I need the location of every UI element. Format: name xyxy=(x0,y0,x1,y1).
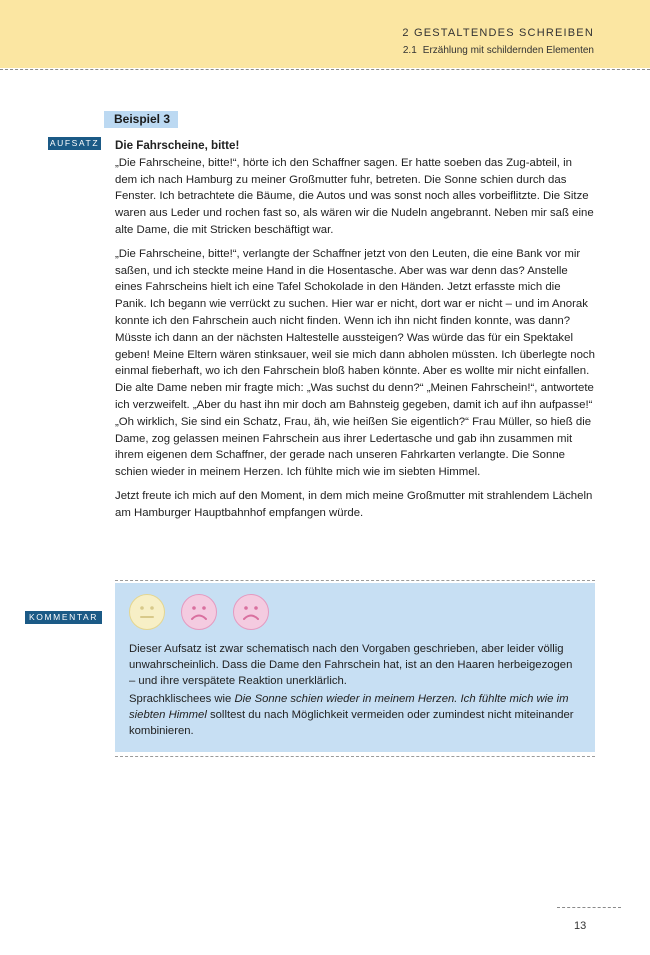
kommentar-tag: KOMMENTAR xyxy=(25,611,102,624)
comment-paragraph xyxy=(129,691,579,739)
header-divider xyxy=(0,69,650,70)
section-number: 2.1 xyxy=(402,45,417,56)
comment-text-suffix: solltest du nach Möglichkeit vermeiden oder zumindest nicht miteinander kombinieren. xyxy=(129,709,574,737)
essay-title: Die Fahrscheine, bitte! xyxy=(115,139,240,152)
section-name: Erzählung mit schildernden Elementen xyxy=(422,45,594,56)
essay-paragraph: „Die Fahrscheine, bitte!“, verlangte der Schaffner jetzt von den Leuten, die eine Bank vor mir saßen, und ich steckte meine Hand in die Hosentasche. Aber was war denn das? Anstelle eines Fahrscheins hielt ich eine Tafel Schokolade in den Händen. Jetzt erfasste mich die Panik. Ich begann wie verrückt zu suchen. Hier war er nicht, dort war er nicht – und im Anorak konnte ich den Fahrschein auch nicht finden. Wenn ich ihn nicht finden konnte, was dann? Müsste ich dann an der nächsten Haltestelle aussteigen? Was würde das für ein Spektakel geben! Meine Eltern wären stinksauer, weil sie mich dann abholen müssten. Ich überlegte noch einmal fieberhaft, wo ich den Fahrschein bloß haben könnte. Aber es wollte mir nicht einfallen. Die alte Dame neben mir fragte mich: „Was suchst du denn?“ „Meinen Fahrschein!“, antwortete ich verzweifelt. „Aber du hast ihn mir doch am Bahnsteig gegeben, damit ich auf ihn aufpasse!“ „Oh wirklich, Sie sind ein Schatz, Frau, äh, wie heißen Sie eigentlich?“ Frau Müller, so hieß die Dame, zog gelassen meinen Fahrschein aus ihrer Ledertasche und gab ihn zusammen mit ihrem eigenen dem Schaffner, der gerade nach unseren Fahrkarten verlangte. Die Sonne schien wieder in meinem Herzen. Ich fühlte mich wie im siebten Himmel. xyxy=(115,247,595,479)
comment-text xyxy=(129,641,579,741)
essay-text xyxy=(115,138,595,529)
page-header xyxy=(0,0,650,68)
comment-paragraph: Dieser Aufsatz ist zwar schematisch nach den Vorgaben geschrieben, aber leider völlig unwahrscheinlich. Dass die Dame den Fahrschein hat, ist an den Haaren herbeigezogen – und ihre verspätete Reaktion unerklärlich. xyxy=(129,643,573,687)
comment-text-prefix: Sprachklischees wie xyxy=(129,693,235,705)
essay-paragraph: „Die Fahrscheine, bitte!“, hörte ich den Schaffner sagen. Er hatte soeben das Zug-abteil, in dem ich nach Hamburg zu meiner Großmutter fuhr, betreten. Die Sonne schien durch das Fenster. Ich betrachtete die Bäume, die Autos und was sonst noch alles vorbeiflitzte. Die Sitze waren aus Leder und rochen fast so, als wären wir die Nudeln angebrannt. Neben mir saß eine alte Dame, die mit Stricken beschäftigt war. xyxy=(115,156,594,236)
comment-box-top-divider xyxy=(115,580,595,581)
sad-face-icon xyxy=(181,594,217,630)
comment-box-bottom-divider xyxy=(115,756,595,757)
aufsatz-tag: AUFSATZ xyxy=(49,138,100,148)
neutral-face-icon xyxy=(129,594,165,630)
footer-divider xyxy=(557,907,621,908)
essay-paragraph: Jetzt freute ich mich auf den Moment, in dem mich meine Großmutter mit strahlendem Lächeln am Hamburger Hauptbahnhof empfangen würde. xyxy=(115,489,593,519)
comment-quote: Die Sonne schien wieder in meinem Herzen. Ich fühlte mich wie im siebten Himmel xyxy=(129,693,569,721)
section-title xyxy=(403,45,594,56)
sad-face-icon xyxy=(233,594,269,630)
example-label: Beispiel 3 xyxy=(104,111,178,128)
page-number: 13 xyxy=(574,920,587,932)
chapter-title: 2 GESTALTENDES SCHREIBEN xyxy=(402,27,594,39)
